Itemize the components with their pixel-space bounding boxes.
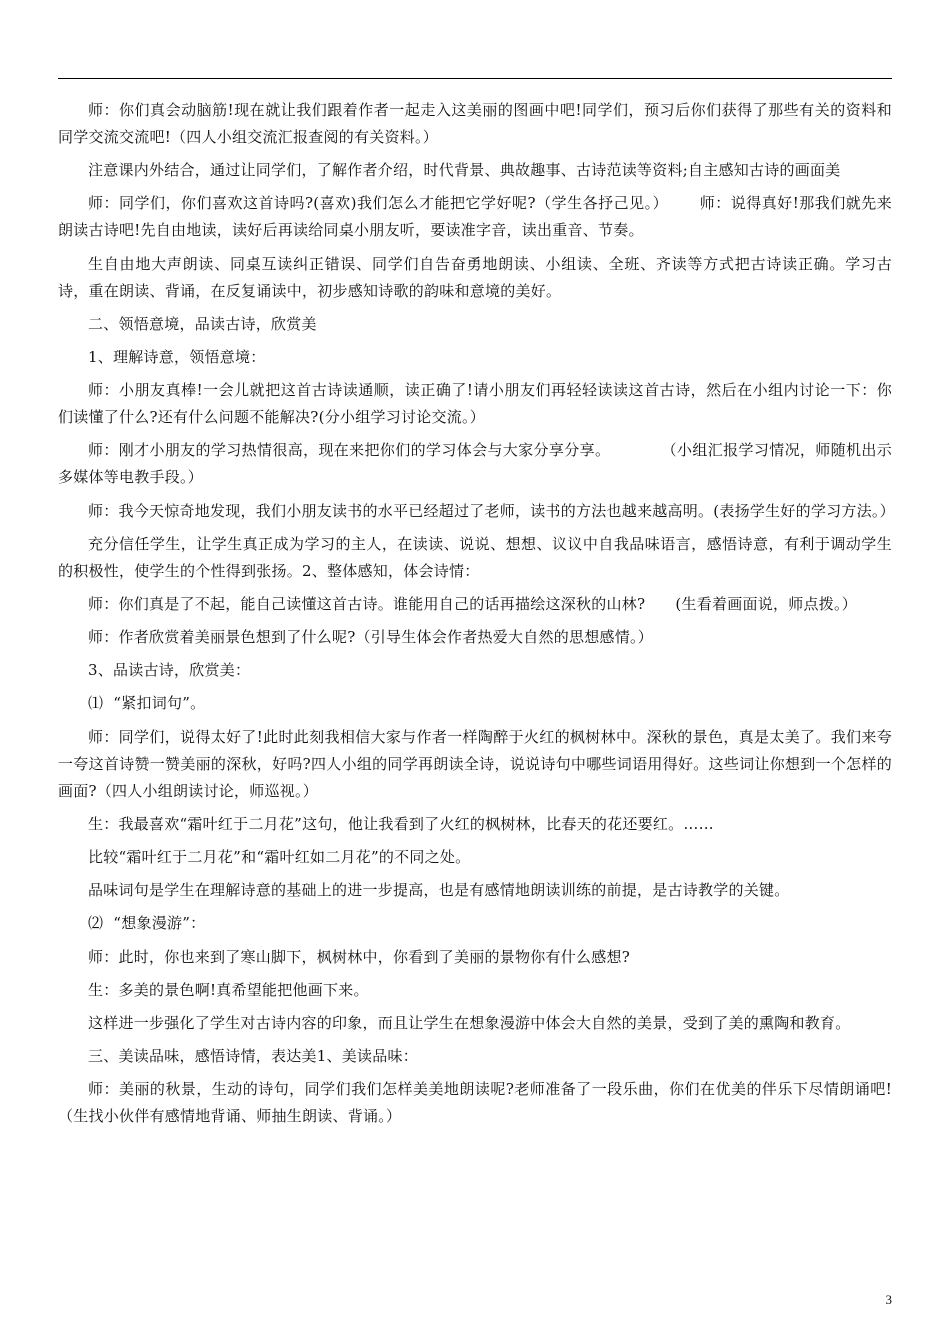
paragraph: 师：同学们，你们喜欢这首诗吗?(喜欢)我们怎么才能把它学好呢?（学生各抒己见。） 师：说得真好!那我们就先来朗读古诗吧!先自由地读，读好后再读给同桌小朋友听，要读准字音，读出重音、节奏。 (58, 194, 892, 240)
paragraph: 比较“霜叶红于二月花”和“霜叶红如二月花”的不同之处。 (88, 848, 471, 866)
paragraph: 师：此时，你也来到了寒山脚下，枫树林中，你看到了美丽的景物你有什么感想? (88, 947, 631, 966)
paragraph: 注意课内外结合，通过让同学们，了解作者介绍，时代背景、典故趣事、古诗范读等资料;自主感知古诗的画面美 (88, 161, 841, 180)
list-item-heading: ⑴ “紧扣词句”。 (88, 694, 206, 713)
paragraph: 充分信任学生，让学生真正成为学习的主人，在读读、说说、想想、议议中自我品味语言，感悟诗意，有利于调动学生的积极性，使学生的个性得到张扬。2、整体感知，体会诗情： (58, 534, 892, 580)
paragraph: 师：作者欣赏着美丽景色想到了什么呢?（引导生体会作者热爱大自然的思想感情。） (88, 628, 654, 647)
paragraph: 这样进一步强化了学生对古诗内容的印象，而且让学生在想象漫游中体会大自然的美景，受到了美的熏陶和教育。 (88, 1013, 851, 1032)
list-item-heading: ⑵ “想象漫游”： (88, 914, 206, 933)
paragraph: 品味词句是学生在理解诗意的基础上的进一步提高，也是有感情地朗读训练的前提，是古诗教学的关键。 (88, 881, 790, 900)
paragraph: 师：你们真会动脑筋!现在就让我们跟着作者一起走入这美丽的图画中吧!同学们，预习后你们获得了那些有关的资料和同学交流交流吧!（四人小组交流汇报查阅的有关资料。） (58, 101, 892, 146)
paragraph: 师：小朋友真棒!一会儿就把这首古诗读通顺，读正确了!请小朋友们再轻轻读读这首古诗，然后在小组内讨论一下：你们读懂了什么?还有什么问题不能解决?(分小组学习讨论交流。） (58, 381, 892, 427)
paragraph: 生：我最喜欢“霜叶红于二月花”这句，他让我看到了火红的枫树林，比春天的花还要红。…… (88, 814, 714, 833)
section-heading: 三、美读品味，感悟诗情，表达美1、美读品味： (88, 1047, 419, 1066)
section-heading: 二、领悟意境，品读古诗，欣赏美 (88, 314, 317, 333)
paragraph: 生自由地大声朗读、同桌互读纠正错误、同学们自告奋勇地朗读、小组读、全班、齐读等方式把古诗读正确。学习古诗，重在朗读、背诵，在反复诵读中，初步感知诗歌的韵味和意境的美好。 (58, 254, 892, 300)
subsection-heading: 3、品读古诗，欣赏美： (88, 661, 251, 680)
header-rule (58, 78, 892, 79)
paragraph: 师：你们真是了不起，能自己读懂这首古诗。谁能用自己的话再描绘这深秋的山林? (生看着画面说，师点拨。） (88, 594, 858, 613)
paragraph: 师：刚才小朋友的学习热情很高，现在来把你们的学习体会与大家分享分享。 （小组汇报学习情况，师随机出示多媒体等电教手段。） (58, 441, 892, 487)
paragraph: 师：美丽的秋景，生动的诗句，同学们我们怎样美美地朗读呢?老师准备了一段乐曲，你们在优美的伴乐下尽情朗诵吧!（生找小伙伴有感情地背诵、师抽生朗读、背诵。） (58, 1080, 892, 1126)
page-number: 3 (885, 1292, 892, 1307)
paragraph: 师：同学们，说得太好了!此时此刻我相信大家与作者一样陶醉于火红的枫树林中。深秋的景色，真是太美了。我们来夸一夸这首诗赞一赞美丽的深秋，好吗?四人小组的同学再朗读全诗，说说诗句中哪些词语用得好。这些词让你想到一个怎样的画面?（四人小组朗读讨论，师巡视。） (58, 727, 892, 800)
subsection-heading: 1、理解诗意，领悟意境： (88, 347, 266, 366)
paragraph: 生：多美的景色啊!真希望能把他画下来。 (88, 980, 369, 999)
document-body (58, 97, 895, 1137)
paragraph: 师：我今天惊奇地发现，我们小朋友读书的水平已经超过了老师，读书的方法也越来越高明。(表扬学生好的学习方法。） (88, 501, 895, 520)
